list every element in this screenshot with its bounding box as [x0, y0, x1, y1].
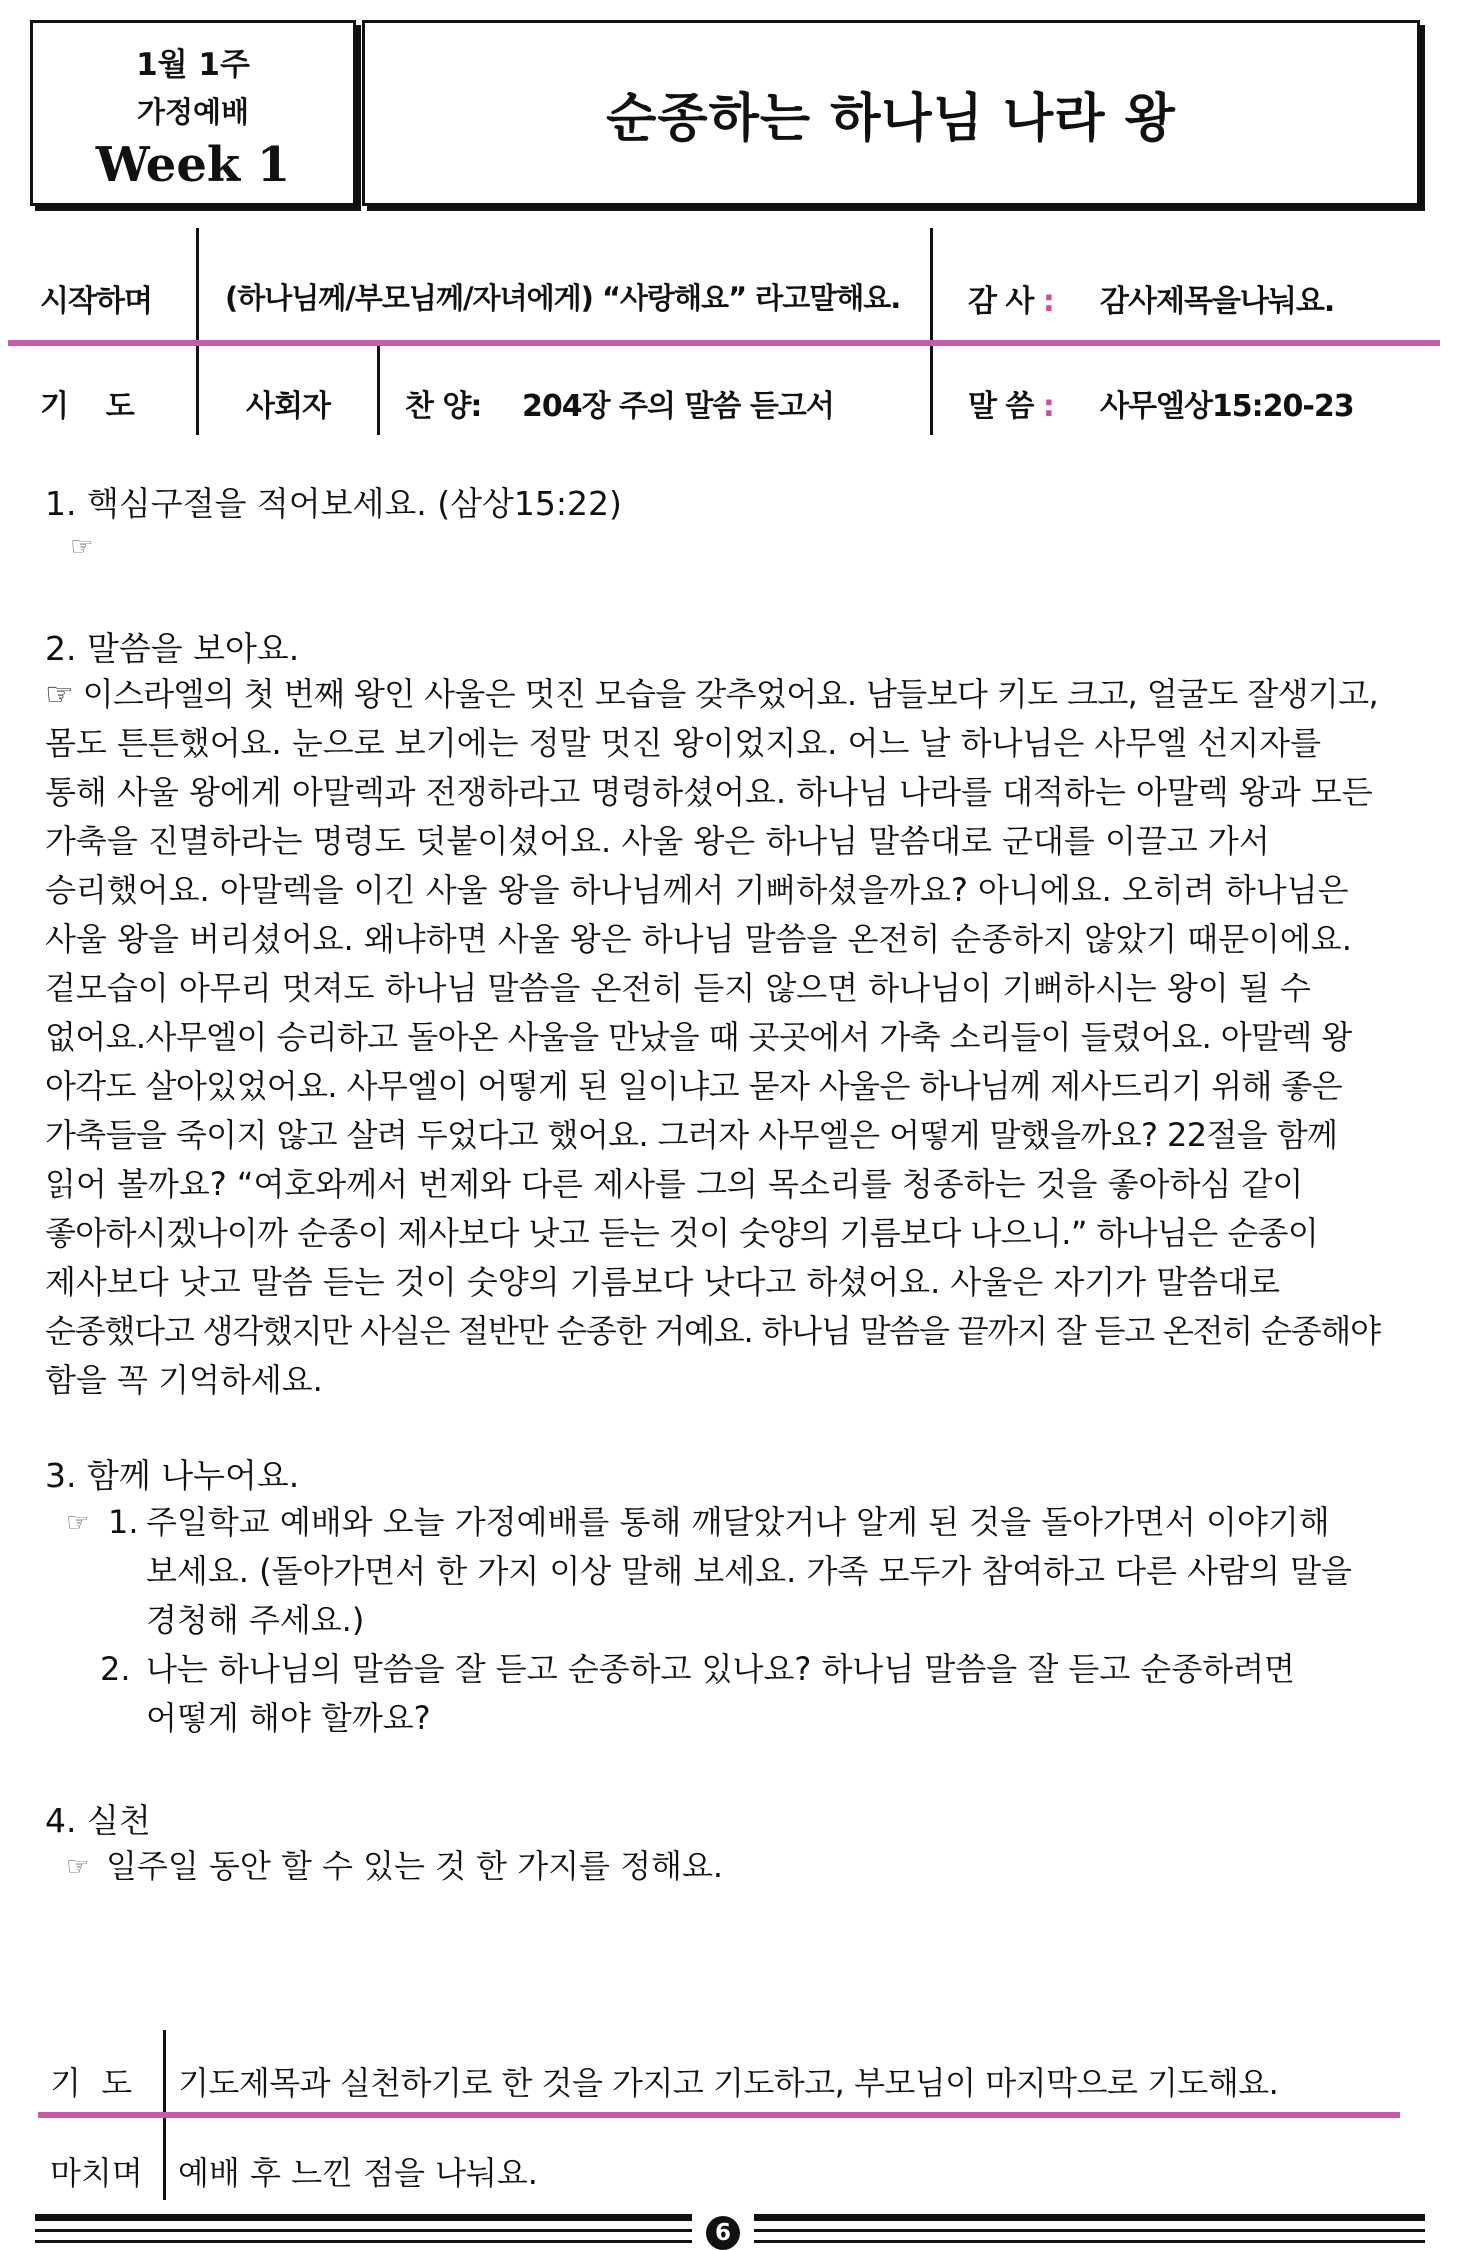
- question-2-number: 2.: [100, 1650, 131, 1688]
- closing-label: 마치며: [50, 2154, 143, 2192]
- sermon-line: 아각도 살아있었어요. 사무엘이 어떻게 된 일이냐고 묻자 사울은 하나님께 제사드리기 위해 좋은: [45, 1067, 1343, 1105]
- week-date: 1월 1주: [136, 47, 250, 83]
- pointing-hand-icon: ☞: [66, 1508, 90, 1538]
- word-text: 사무엘상15:20-23: [1100, 389, 1354, 424]
- pointing-hand-icon: ☞: [70, 532, 94, 562]
- table-divider: [377, 346, 380, 435]
- start-label: 시작하며: [40, 284, 152, 319]
- sermon-line: 없어요.사무엘이 승리하고 돌아온 사울을 만났을 때 곳곳에서 가축 소리들이 들렸어요. 아말렉 왕: [45, 1018, 1352, 1056]
- hymn-label: 찬 양:: [405, 389, 482, 424]
- section-2-title: 2. 말씀을 보아요.: [45, 629, 300, 668]
- pointing-hand-icon: ☞: [66, 1852, 90, 1882]
- word-label: 말 씀 :: [968, 389, 1054, 424]
- table-divider: [196, 228, 199, 435]
- sermon-line: 순종했다고 생각했지만 사실은 절반만 순종한 거예요. 하나님 말씀을 끝까지 잘 듣고 온전히 순종해야: [45, 1312, 1380, 1350]
- sermon-body: [45, 670, 1417, 1405]
- closing-prayer-text: 기도제목과 실천하기로 한 것을 가지고 기도하고, 부모님이 마지막으로 기도해요.: [178, 2064, 1279, 2102]
- pink-divider: [8, 340, 1440, 346]
- sermon-line: 읽어 볼까요? “여호와께서 번제와 다른 제사를 그의 목소리를 청종하는 것을 좋아하심 같이: [45, 1165, 1304, 1203]
- thanks-text: 감사제목을나눠요.: [1100, 284, 1335, 319]
- page-number: 6: [706, 2216, 740, 2250]
- sermon-line: 통해 사울 왕에게 아말렉과 전쟁하라고 명령하셨어요. 하나님 나라를 대적하는 아말렉 왕과 모든: [45, 773, 1373, 811]
- hymn-text: 204장 주의 말씀 듣고서: [522, 389, 834, 424]
- worship-type: 가정예배: [136, 95, 250, 129]
- week-number: Week 1: [95, 137, 291, 193]
- leader-text: 사회자: [246, 389, 330, 424]
- title-box: [362, 20, 1420, 206]
- practice-text: 일주일 동안 할 수 있는 것 한 가지를 정해요.: [106, 1847, 724, 1885]
- section-3-title: 3. 함께 나누어요.: [45, 1456, 300, 1495]
- sermon-line: 승리했어요. 아말렉을 이긴 사울 왕을 하나님께서 기뻐하셨을까요? 아니에요. 오히려 하나님은: [45, 871, 1349, 909]
- question-1-number: 1.: [108, 1503, 139, 1541]
- question-1-text: [146, 1498, 1352, 1645]
- question-line: 주일학교 예배와 오늘 가정예배를 통해 깨달았거나 알게 된 것을 돌아가면서 이야기해: [146, 1503, 1330, 1541]
- sermon-line: 좋아하시겠나이까 순종이 제사보다 낫고 듣는 것이 숫양의 기름보다 나으니.” 하나님은 순종이: [45, 1214, 1319, 1252]
- closing-prayer-label: 기 도: [50, 2064, 133, 2102]
- question-line: 어떻게 해야 할까요?: [146, 1699, 431, 1737]
- sermon-line: 가축들을 죽이지 않고 살려 두었다고 했어요. 그러자 사무엘은 어떻게 말했을까요? 22절을 함께: [45, 1116, 1338, 1154]
- sermon-line: 가축을 진멸하라는 명령도 덧붙이셨어요. 사울 왕은 하나님 말씀대로 군대를 이끌고 가서: [45, 822, 1270, 860]
- sermon-line: 몸도 튼튼했어요. 눈으로 보기에는 정말 멋진 왕이었지요. 어느 날 하나님은 사무엘 선지자를: [45, 724, 1321, 762]
- sermon-line: 사울 왕을 버리셨어요. 왜냐하면 사울 왕은 하나님 말씀을 온전히 순종하지 않았기 때문이에요.: [45, 920, 1352, 958]
- sermon-line: 제사보다 낫고 말씀 듣는 것이 숫양의 기름보다 낫다고 하셨어요. 사울은 자기가 말씀대로: [45, 1263, 1280, 1301]
- question-line: 경청해 주세요.): [146, 1601, 365, 1639]
- page-title: 순종하는 하나님 나라 왕: [606, 88, 1176, 149]
- question-2-text: [146, 1645, 1295, 1743]
- sermon-line: ☞ 이스라엘의 첫 번째 왕인 사울은 멋진 모습을 갖추었어요. 남들보다 키도 크고, 얼굴도 잘생기고,: [45, 675, 1379, 713]
- week-info-box: [30, 20, 356, 206]
- section-4-title: 4. 실천: [45, 1801, 151, 1840]
- pink-divider: [38, 2112, 1400, 2118]
- question-line: 나는 하나님의 말씀을 잘 듣고 순종하고 있나요? 하나님 말씀을 잘 듣고 순종하려면: [146, 1650, 1295, 1688]
- sermon-line: 겉모습이 아무리 멋져도 하나님 말씀을 온전히 듣지 않으면 하나님이 기뻐하시는 왕이 될 수: [45, 969, 1311, 1007]
- question-line: 보세요. (돌아가면서 한 가지 이상 말해 보세요. 가족 모두가 참여하고 다른 사람의 말을: [146, 1552, 1352, 1590]
- start-text: (하나님께/부모님께/자녀에게) “사랑해요” 라고말해요.: [225, 281, 901, 315]
- section-1-title: 1. 핵심구절을 적어보세요. (삼상15:22): [45, 484, 622, 523]
- closing-text: 예배 후 느낀 점을 나눠요.: [178, 2154, 538, 2192]
- prayer-label: 기 도: [40, 389, 134, 424]
- sermon-line: 함을 꼭 기억하세요.: [45, 1361, 323, 1399]
- table-divider: [930, 228, 933, 435]
- thanks-label: 감 사 :: [968, 284, 1054, 319]
